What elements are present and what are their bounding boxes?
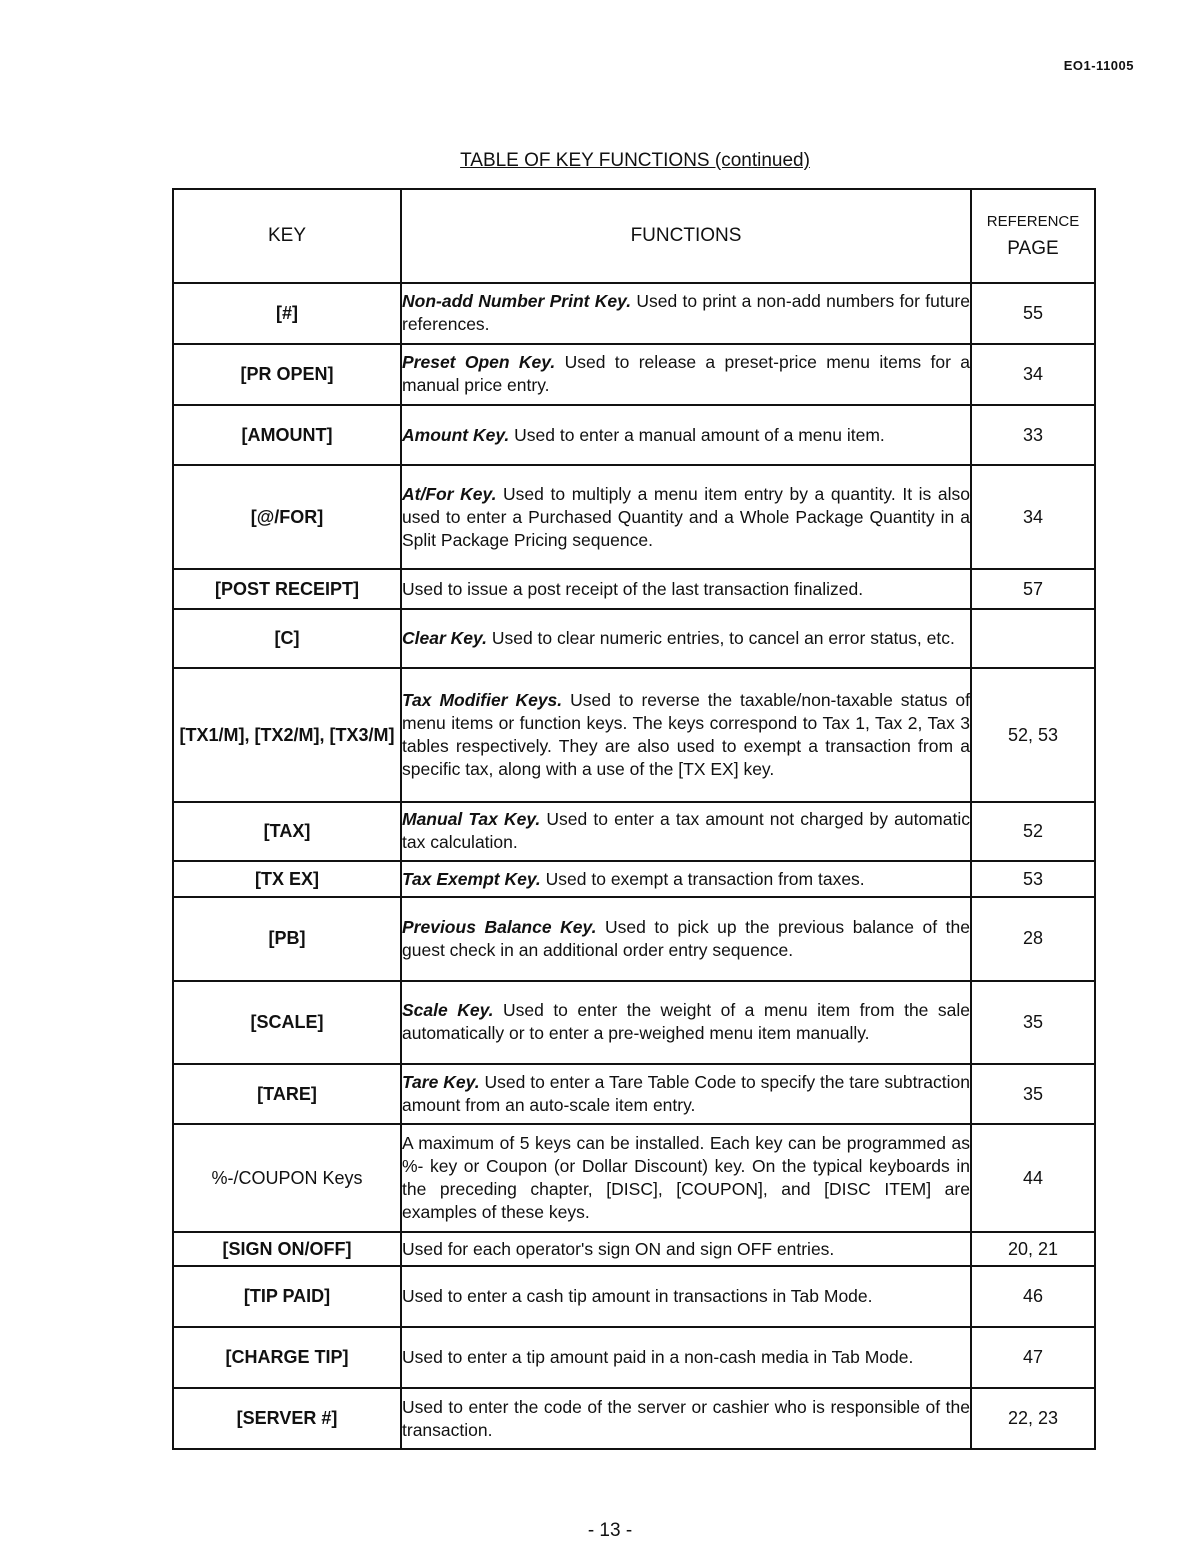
page-title: TABLE OF KEY FUNCTIONS (continued) bbox=[460, 150, 810, 171]
table-row bbox=[173, 405, 1095, 466]
function-description: Used to enter a cash tip amount in transactions in Tab Mode. bbox=[402, 1286, 873, 1307]
function-description: Used to enter the code of the server or cashier who is responsible of the transaction. bbox=[402, 1396, 970, 1440]
key-name-title: Tax Modifier Keys. bbox=[402, 690, 563, 711]
table-header-row bbox=[173, 189, 1095, 283]
function-description: Used to enter a Tare Table Code to specify the tare subtraction amount from an auto-scale item entry. bbox=[402, 1072, 970, 1116]
page-label: PAGE bbox=[1007, 237, 1059, 259]
function-cell bbox=[401, 405, 971, 466]
key-cell: [TX EX] bbox=[173, 861, 401, 898]
reference-page-cell: 53 bbox=[971, 861, 1095, 898]
function-description: Used to exempt a transaction from taxes. bbox=[545, 868, 865, 889]
key-cell: [TARE] bbox=[173, 1064, 401, 1125]
table-row bbox=[173, 861, 1095, 898]
function-description: Used to print a non-add numbers for future references. bbox=[402, 291, 970, 335]
reference-page-cell: 20, 21 bbox=[971, 1232, 1095, 1266]
function-description: Used to release a preset-price menu items for a manual price entry. bbox=[402, 352, 970, 396]
key-column-header: KEY bbox=[173, 189, 401, 283]
key-reference-bold: [TX EX] bbox=[678, 759, 739, 780]
table-row bbox=[173, 981, 1095, 1064]
reference-page-cell: 47 bbox=[971, 1327, 1095, 1388]
function-cell bbox=[401, 897, 971, 980]
reference-page-cell bbox=[971, 609, 1095, 668]
function-description: and bbox=[781, 1179, 811, 1200]
function-cell bbox=[401, 1388, 971, 1449]
key-name-title: At/For Key. bbox=[402, 483, 497, 504]
table-row bbox=[173, 344, 1095, 405]
table-row bbox=[173, 1388, 1095, 1449]
table-row bbox=[173, 1232, 1095, 1266]
function-cell bbox=[401, 802, 971, 861]
function-cell bbox=[401, 1124, 971, 1231]
table-row bbox=[173, 569, 1095, 610]
reference-page-cell: 44 bbox=[971, 1124, 1095, 1231]
function-cell bbox=[401, 569, 971, 610]
table-row bbox=[173, 668, 1095, 802]
key-cell: [TX1/M], [TX2/M], [TX3/M] bbox=[173, 668, 401, 802]
key-cell: [@/FOR] bbox=[173, 465, 401, 568]
function-cell bbox=[401, 1327, 971, 1388]
functions-column-header: FUNCTIONS bbox=[401, 189, 971, 283]
reference-page-cell: 46 bbox=[971, 1266, 1095, 1327]
table-row bbox=[173, 1124, 1095, 1231]
reference-page-cell: 22, 23 bbox=[971, 1388, 1095, 1449]
function-description: are examples of these keys. bbox=[402, 1179, 970, 1223]
key-name-title: Amount Key. bbox=[402, 424, 510, 445]
function-cell bbox=[401, 668, 971, 802]
key-name-title: Tax Exempt Key. bbox=[402, 868, 541, 889]
reference-page-column-header bbox=[971, 189, 1095, 283]
function-description: Used to clear numeric entries, to cancel an error status, etc. bbox=[491, 628, 955, 649]
function-description: Used to enter the weight of a menu item from the sale automatically or to enter a pre-weighed menu item manually. bbox=[402, 1000, 970, 1044]
function-description: Used to issue a post receipt of the last transaction finalized. bbox=[402, 578, 864, 599]
function-cell bbox=[401, 1064, 971, 1125]
function-description: A maximum of 5 keys can be installed. Each key can be programmed as %- key or Coupon (or Dollar Discount) key. On the typical keyboards in the preceding chapter, bbox=[402, 1133, 970, 1200]
function-cell bbox=[401, 981, 971, 1064]
function-cell bbox=[401, 1266, 971, 1327]
key-cell: [TAX] bbox=[173, 802, 401, 861]
key-name-title: Manual Tax Key. bbox=[402, 809, 541, 830]
function-cell bbox=[401, 465, 971, 568]
reference-page-cell: 52 bbox=[971, 802, 1095, 861]
reference-page-cell: 52, 53 bbox=[971, 668, 1095, 802]
reference-page-cell: 35 bbox=[971, 981, 1095, 1064]
function-description: Used for each operator's sign ON and sign OFF entries. bbox=[402, 1238, 835, 1259]
function-description: Used to reverse the taxable/non-taxable status of menu items or function keys. The keys correspond to Tax 1, Tax 2, Tax 3 tables respectively. They are also used to exempt a transaction from a specific tax, along with a use of the bbox=[402, 690, 970, 780]
key-cell: [PB] bbox=[173, 897, 401, 980]
key-cell: [POST RECEIPT] bbox=[173, 569, 401, 610]
document-id: EO1-11005 bbox=[1063, 58, 1134, 73]
key-cell: [TIP PAID] bbox=[173, 1266, 401, 1327]
table-row bbox=[173, 465, 1095, 568]
function-description: Used to enter a manual amount of a menu item. bbox=[514, 424, 885, 445]
table-row bbox=[173, 1327, 1095, 1388]
function-description: Used to multiply a menu item entry by a quantity. It is also used to enter a Purchased Quantity and a Whole Package Quantity in a Split Package Pricing sequence. bbox=[402, 483, 970, 550]
key-name-title: Clear Key. bbox=[402, 628, 487, 649]
key-reference-bold: [DISC ITEM] bbox=[824, 1179, 932, 1200]
reference-page-cell: 57 bbox=[971, 569, 1095, 610]
table-row bbox=[173, 609, 1095, 668]
key-name-title: Scale Key. bbox=[402, 1000, 494, 1021]
table-row bbox=[173, 283, 1095, 344]
reference-page-cell: 28 bbox=[971, 897, 1095, 980]
reference-page-cell: 35 bbox=[971, 1064, 1095, 1125]
function-cell bbox=[401, 1232, 971, 1266]
function-description: Used to enter a tip amount paid in a non-cash media in Tab Mode. bbox=[402, 1347, 914, 1368]
key-cell: [#] bbox=[173, 283, 401, 344]
key-cell: [PR OPEN] bbox=[173, 344, 401, 405]
function-cell bbox=[401, 344, 971, 405]
table-row bbox=[173, 1266, 1095, 1327]
key-cell: [SCALE] bbox=[173, 981, 401, 1064]
key-name-title: Non-add Number Print Key. bbox=[402, 291, 632, 312]
function-cell bbox=[401, 283, 971, 344]
key-cell: %-/COUPON Keys bbox=[173, 1124, 401, 1231]
reference-label: REFERENCE bbox=[986, 212, 1080, 230]
function-description: Used to pick up the previous balance of the guest check in an additional order entry sequence. bbox=[402, 916, 970, 960]
function-cell bbox=[401, 861, 971, 898]
table-row bbox=[173, 1064, 1095, 1125]
table-row bbox=[173, 802, 1095, 861]
key-name-title: Preset Open Key. bbox=[402, 352, 556, 373]
table-row bbox=[173, 897, 1095, 980]
key-cell: [SERVER #] bbox=[173, 1388, 401, 1449]
key-reference-bold: [DISC], [COUPON], bbox=[606, 1179, 768, 1200]
function-description: Used to enter a tax amount not charged by automatic tax calculation. bbox=[402, 809, 970, 853]
reference-page-cell: 33 bbox=[971, 405, 1095, 466]
key-functions-table bbox=[172, 188, 1096, 1450]
reference-page-cell: 55 bbox=[971, 283, 1095, 344]
key-name-title: Previous Balance Key. bbox=[402, 916, 597, 937]
key-cell: [CHARGE TIP] bbox=[173, 1327, 401, 1388]
reference-page-cell: 34 bbox=[971, 465, 1095, 568]
page-number: - 13 - bbox=[587, 1520, 633, 1541]
reference-page-cell: 34 bbox=[971, 344, 1095, 405]
key-name-title: Tare Key. bbox=[402, 1072, 480, 1093]
key-cell: [AMOUNT] bbox=[173, 405, 401, 466]
key-cell: [SIGN ON/OFF] bbox=[173, 1232, 401, 1266]
function-description: key. bbox=[743, 759, 775, 780]
key-cell: [C] bbox=[173, 609, 401, 668]
function-cell bbox=[401, 609, 971, 668]
